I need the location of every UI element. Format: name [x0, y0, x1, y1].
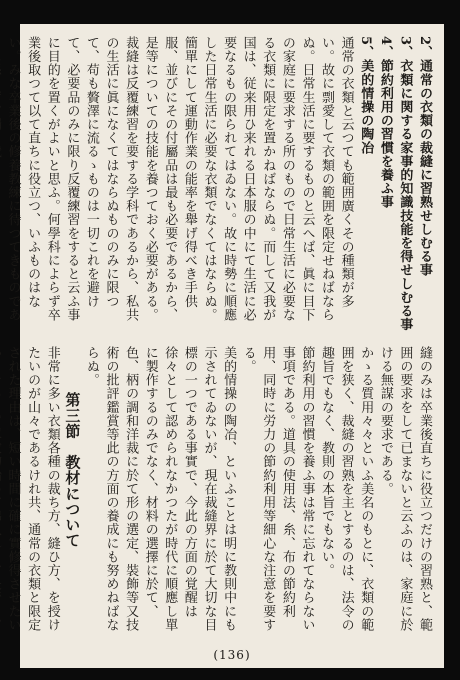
body-paragraph: 通常の衣類と云つても範囲廣くその種類が多い。故に剽愛して衣類の範囲を限定せねばならぬ。日常生活に要するものと云へば、眞に目下の家庭に要求する所のもので日常生活に必要なる衣類に限定を置かねばならぬ。而して又我が国は、従来用ひ来れる日本服の中にて生活に必要なるもの限られてはゐない。故に時勢に順應した日常生活に必要な衣類でなくてはならぬ。簡單にして運動作業の能率を舉げ得べき手供服、並びにその付屬品は最も必要であるから、是等についての技能を養つておく必要がある。裁縫は反覆練習を要する学科であるから、私共の生活に眞になくてはならぬもののみに限つて、苟も贅澤に流るゝものは一切これを避けて、必要品のみに限り反覆練習をすると云ふ事に目的を置くがよいと思ふ。何學科によらず卒業後取つて以て直ちに役立つ、いふものはない。みな卒業後の修養教練に待つてきものであ	[5, 36, 354, 322]
upper-text-block	[5, 36, 434, 332]
body-paragraph: 節約利用の習慣を養ふ事は常に忘れてならない事項である。道具の使用法、糸、布の節約利用、同時に労力の節約利用等細心な注意を要する。	[240, 346, 315, 632]
body-paragraph: かゝる質用々々といふ美名のもとに、衣類の範囲を狭く、裁縫の習熟を主とするのは、法令の趣旨でもなく、教則の本旨でもない。	[319, 346, 374, 632]
body-paragraph: 縫のみは卒業後直ちに役立つだけの習熟と、範囲の要求をして已まないと云ふのは、家庭に於ける無謀の要求である。	[377, 346, 432, 632]
list-item: 3、衣類に関する家事的知識技能を得せしむる事	[397, 36, 413, 332]
page-number: (136)	[213, 648, 251, 662]
body-paragraph: 非常に多い衣類各種の裁ち方、縫ひ方、を授けたいのが山々であるけれ共、通常の衣類と限定された理由は、短い時間に確に實修得させたい	[5, 346, 60, 632]
body-paragraph: 美的情操の陶冶、といふことは明に教則中にも示されてゐないが、現在裁縫界に於て大切な目標の一つである事實で、今此の方面の覚醒は徐々として認められなかつたが時代に順應し單に製作するのみでなく、材料の選擇に於て、色、柄の調和洋裁に於て形の選定、裝飾等又技術の批評鑑賞等此の方面の養成にも努めねばならぬ。	[83, 346, 237, 632]
list-item: 4、節約利用の習慣を養ふ事	[377, 36, 393, 209]
list-item: 2、通常の衣類の裁縫に習熟せしむる事	[417, 36, 432, 277]
lower-text-block	[5, 346, 434, 640]
section-heading: 第三節 教材について	[63, 392, 82, 548]
document-page	[5, 24, 444, 668]
list-item: 5、美的情操の陶冶	[358, 36, 374, 155]
